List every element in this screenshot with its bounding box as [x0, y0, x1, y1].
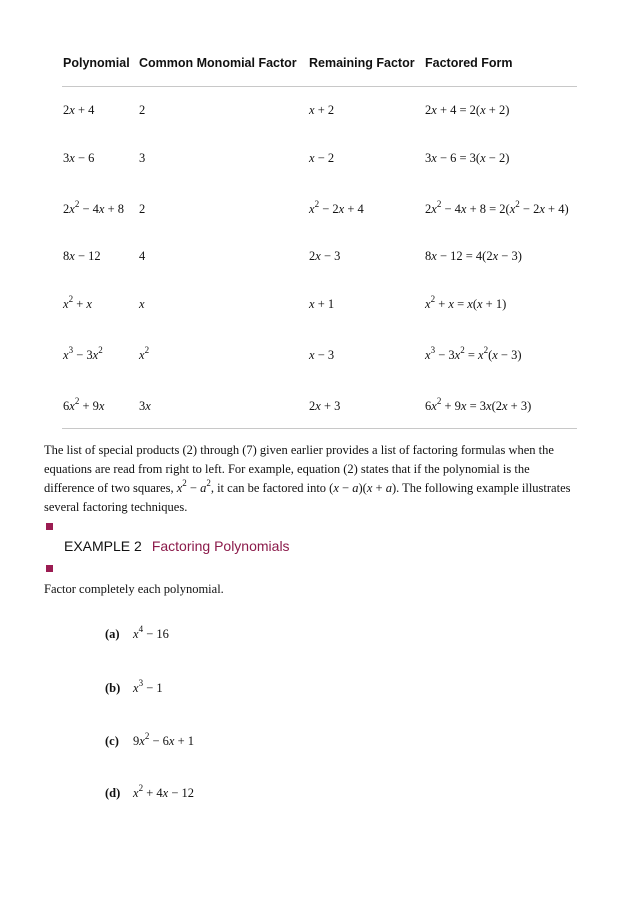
row2-remaining-factor: x − 2: [309, 151, 335, 165]
table-bottom-rule: [62, 428, 577, 429]
problem-a-expression: $x^4 - 16$: [133, 624, 169, 641]
row2-factored-form: 3x − 6 = 3(x − 2): [425, 151, 510, 165]
problem-b-label: (b): [105, 681, 121, 695]
row7-factored-form: $6x^2 + 9x = 3x(2x + 3)$: [425, 396, 532, 413]
table-top-rule: [62, 86, 577, 87]
example-accent-top: [46, 523, 53, 530]
row6-factored-form: $x^3 - 3x^2 = x^2(x - 3)$: [425, 345, 522, 362]
row1-common-factor: 2: [139, 103, 146, 117]
row2-common-factor: 3: [139, 151, 146, 165]
example-instruction: Factor completely each polynomial.: [44, 582, 224, 596]
row2-polynomial: 3x − 6: [63, 151, 95, 165]
row7-polynomial: $6x^2 + 9x$: [63, 396, 105, 413]
problem-a-label: (a): [105, 627, 120, 641]
row7-common-factor: 3x: [139, 399, 151, 413]
problem-d-expression: $x^2 + 4x - 12$: [133, 783, 194, 800]
header-polynomial: Polynomial: [63, 56, 130, 70]
problem-d-label: (d): [105, 786, 121, 800]
paragraph-line: several factoring techniques.: [44, 500, 188, 514]
example-heading: [64, 538, 290, 554]
row4-remaining-factor: 2x − 3: [309, 249, 341, 263]
row4-factored-form: 8x − 12 = 4(2x − 3): [425, 249, 522, 263]
row6-common-factor: $x^2$: [139, 345, 150, 362]
row6-polynomial: $x^3 - 3x^2$: [63, 345, 103, 362]
row5-factored-form: $x^2 + x = x(x + 1)$: [425, 294, 507, 311]
problem-c-expression: $9x^2 - 6x + 1$: [133, 731, 194, 748]
row4-polynomial: 8x − 12: [63, 249, 101, 263]
row6-remaining-factor: x − 3: [309, 348, 335, 362]
row4-common-factor: 4: [139, 249, 146, 263]
example-accent-bottom: [46, 565, 53, 572]
paragraph-line: difference of two squares, $x^2 - a^2$, it can be factored into (x − a)(x + a). The following example illustrates: [44, 478, 571, 495]
row1-polynomial: 2x + 4: [63, 103, 95, 117]
header-factored-form: Factored Form: [425, 56, 513, 70]
row5-remaining-factor: x + 1: [309, 297, 335, 311]
row1-remaining-factor: x + 2: [309, 103, 335, 117]
row1-factored-form: 2x + 4 = 2(x + 2): [425, 103, 510, 117]
row5-common-factor: x: [139, 297, 145, 311]
row5-polynomial: $x^2 + x$: [63, 294, 92, 311]
example-number: EXAMPLE 2: [64, 538, 142, 554]
header-remaining-factor: Remaining Factor: [309, 56, 415, 70]
row3-factored-form: $2x^2 - 4x + 8 = 2(x^2 - 2x + 4)$: [425, 199, 569, 216]
row3-remaining-factor: $x^2 - 2x + 4$: [309, 199, 364, 216]
row7-remaining-factor: 2x + 3: [309, 399, 341, 413]
problem-b-expression: $x^3 - 1$: [133, 678, 163, 695]
row3-polynomial: $2x^2 - 4x + 8$: [63, 199, 124, 216]
explanation-paragraph: [44, 441, 604, 517]
paragraph-line: equations are read from right to left. For example, equation (2) states that if the polynomial is the: [44, 462, 530, 476]
header-common-monomial-factor: Common Monomial Factor: [139, 56, 297, 70]
paragraph-line: The list of special products (2) through (7) given earlier provides a list of factoring formulas when the: [44, 443, 554, 457]
example-title: Factoring Polynomials: [151, 538, 290, 554]
problem-c-label: (c): [105, 734, 119, 748]
row3-common-factor: 2: [139, 202, 146, 216]
